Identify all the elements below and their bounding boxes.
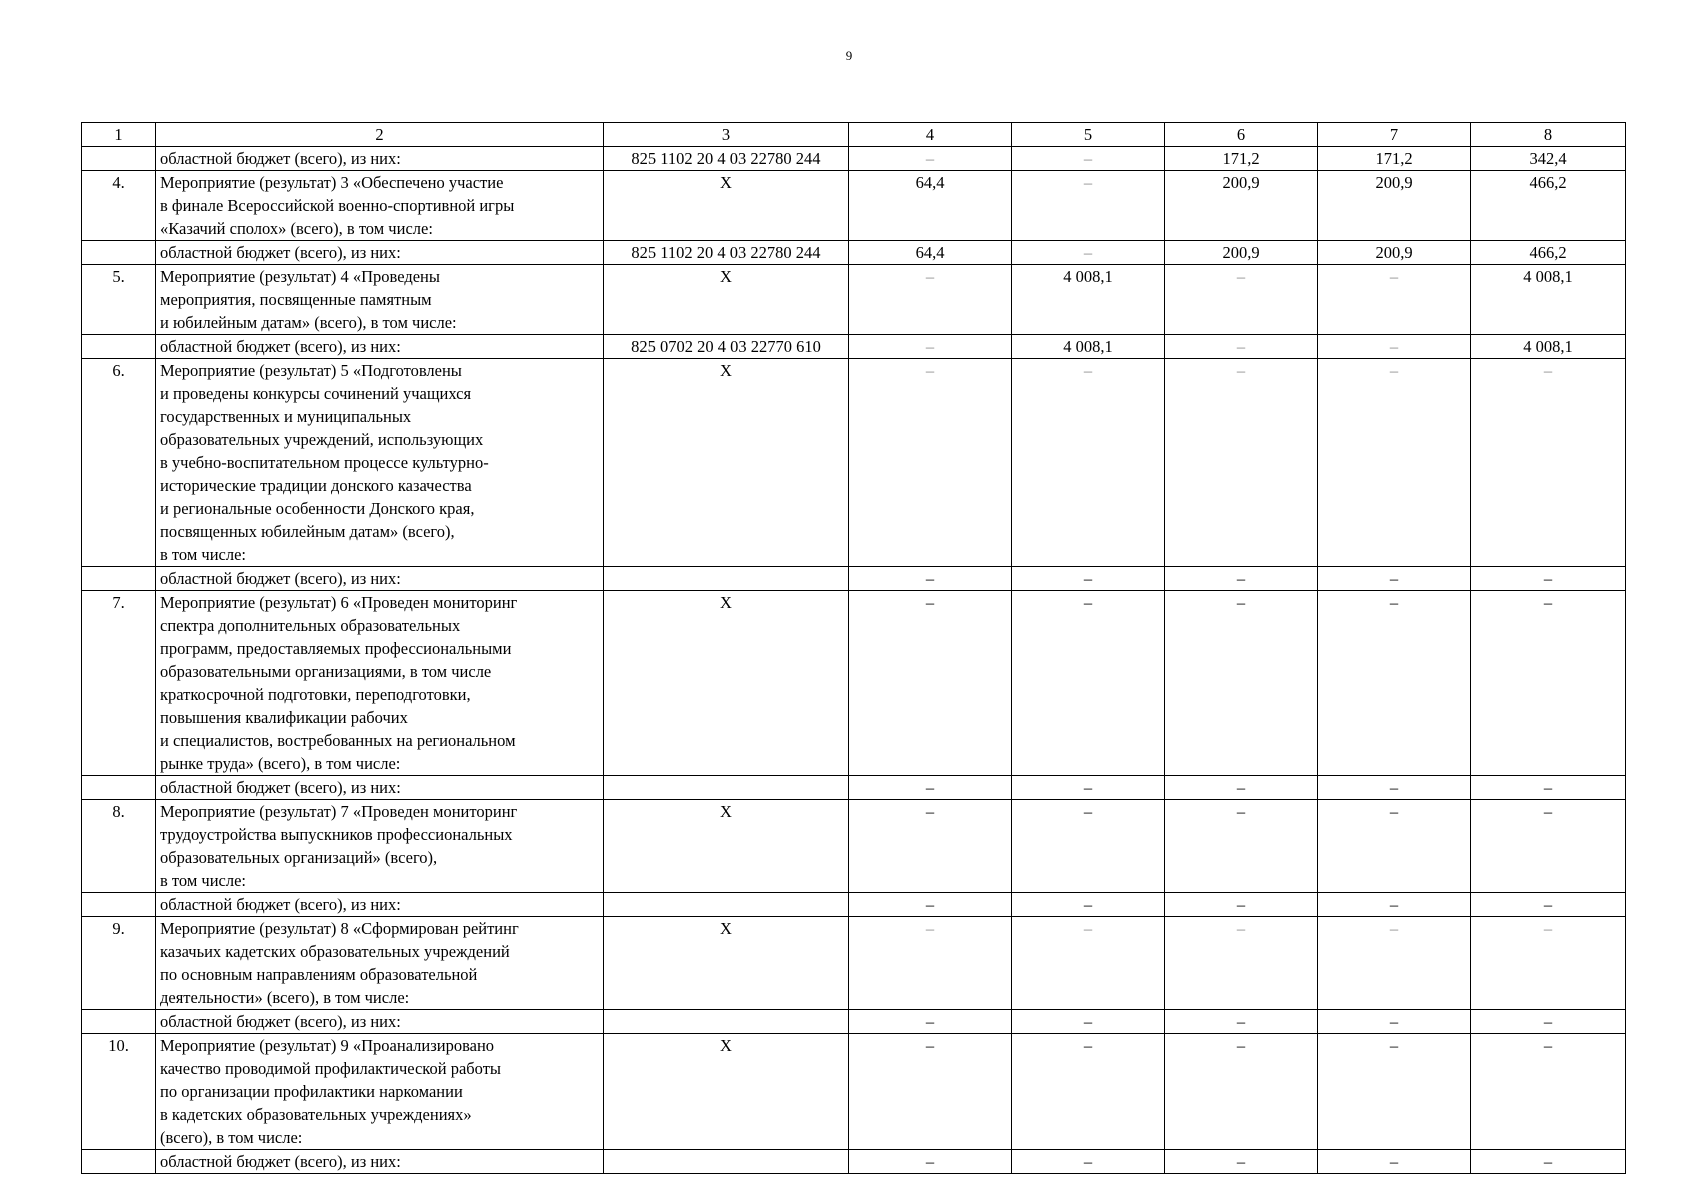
value-col-4: – xyxy=(849,800,1012,893)
value-col-7: 171,2 xyxy=(1318,147,1471,171)
budget-code xyxy=(604,1150,849,1174)
value-col-6: 171,2 xyxy=(1165,147,1318,171)
value-col-4: – xyxy=(849,265,1012,335)
budget-code xyxy=(604,776,849,800)
activity-row xyxy=(82,265,1626,335)
value-col-6: – xyxy=(1165,265,1318,335)
header-cell: 8 xyxy=(1471,123,1626,147)
value-col-6: – xyxy=(1165,893,1318,917)
value-col-4: – xyxy=(849,147,1012,171)
value-col-4: – xyxy=(849,591,1012,776)
budget-code: X xyxy=(604,800,849,893)
value-col-7: – xyxy=(1318,567,1471,591)
row-name: Мероприятие (результат) 9 «Проанализировано качество проводимой профилактической работы по организации профилактики наркомании в кадетских образовательных учреждениях» (всего), в том числе: xyxy=(156,1034,604,1150)
row-name: Мероприятие (результат) 6 «Проведен мониторинг спектра дополнительных образовательных программ, предоставляемых профессиональными образовательными организациями, в том числе краткосрочной подготовки, переподготовки, повышения квалификации рабочих и специалистов, востребованных на региональном рынке труда» (всего), в том числе: xyxy=(156,591,604,776)
value-col-8: – xyxy=(1471,567,1626,591)
budget-subrow xyxy=(82,893,1626,917)
budget-code xyxy=(604,893,849,917)
budget-table xyxy=(81,122,1626,1174)
row-number xyxy=(82,567,156,591)
budget-code: X xyxy=(604,171,849,241)
row-number xyxy=(82,1010,156,1034)
value-col-8: 4 008,1 xyxy=(1471,265,1626,335)
activity-row xyxy=(82,1034,1626,1150)
row-number: 6. xyxy=(82,359,156,567)
row-name: областной бюджет (всего), из них: xyxy=(156,1150,604,1174)
budget-code: 825 1102 20 4 03 22780 244 xyxy=(604,241,849,265)
value-col-6: – xyxy=(1165,917,1318,1010)
value-col-5: – xyxy=(1012,171,1165,241)
value-col-8: 466,2 xyxy=(1471,171,1626,241)
header-cell: 1 xyxy=(82,123,156,147)
value-col-4: 64,4 xyxy=(849,241,1012,265)
value-col-7: 200,9 xyxy=(1318,241,1471,265)
value-col-8: – xyxy=(1471,359,1626,567)
row-number xyxy=(82,241,156,265)
value-col-4: – xyxy=(849,335,1012,359)
activity-row xyxy=(82,800,1626,893)
row-number: 9. xyxy=(82,917,156,1010)
budget-code xyxy=(604,567,849,591)
row-number: 8. xyxy=(82,800,156,893)
header-cell: 6 xyxy=(1165,123,1318,147)
value-col-8: – xyxy=(1471,1150,1626,1174)
value-col-4: – xyxy=(849,1010,1012,1034)
value-col-6: – xyxy=(1165,359,1318,567)
value-col-5: – xyxy=(1012,1150,1165,1174)
row-name: областной бюджет (всего), из них: xyxy=(156,241,604,265)
header-cell: 3 xyxy=(604,123,849,147)
value-col-5: – xyxy=(1012,591,1165,776)
value-col-4: 64,4 xyxy=(849,171,1012,241)
activity-row xyxy=(82,917,1626,1010)
row-number xyxy=(82,335,156,359)
value-col-8: 4 008,1 xyxy=(1471,335,1626,359)
value-col-6: – xyxy=(1165,1034,1318,1150)
row-name: Мероприятие (результат) 8 «Сформирован рейтинг казачьих кадетских образовательных учреждений по основным направлениям образовательной деятельности» (всего), в том числе: xyxy=(156,917,604,1010)
value-col-5: 4 008,1 xyxy=(1012,265,1165,335)
value-col-7: – xyxy=(1318,776,1471,800)
value-col-4: – xyxy=(849,359,1012,567)
budget-subrow xyxy=(82,776,1626,800)
value-col-6: – xyxy=(1165,567,1318,591)
row-number: 5. xyxy=(82,265,156,335)
row-name: областной бюджет (всего), из них: xyxy=(156,335,604,359)
header-row xyxy=(82,123,1626,147)
row-number: 10. xyxy=(82,1034,156,1150)
value-col-5: – xyxy=(1012,359,1165,567)
value-col-8: – xyxy=(1471,1034,1626,1150)
table-body xyxy=(82,123,1626,1174)
row-number xyxy=(82,1150,156,1174)
budget-code xyxy=(604,1010,849,1034)
budget-code: X xyxy=(604,359,849,567)
row-name: областной бюджет (всего), из них: xyxy=(156,147,604,171)
value-col-7: 200,9 xyxy=(1318,171,1471,241)
value-col-7: – xyxy=(1318,893,1471,917)
row-name: Мероприятие (результат) 3 «Обеспечено участие в финале Всероссийской военно-спортивной игры «Казачий сполох» (всего), в том числе: xyxy=(156,171,604,241)
row-number xyxy=(82,147,156,171)
row-name: областной бюджет (всего), из них: xyxy=(156,776,604,800)
value-col-5: – xyxy=(1012,567,1165,591)
value-col-7: – xyxy=(1318,359,1471,567)
value-col-5: – xyxy=(1012,800,1165,893)
budget-subrow xyxy=(82,335,1626,359)
value-col-6: 200,9 xyxy=(1165,171,1318,241)
value-col-5: – xyxy=(1012,893,1165,917)
budget-code: X xyxy=(604,591,849,776)
value-col-8: – xyxy=(1471,917,1626,1010)
header-cell: 2 xyxy=(156,123,604,147)
value-col-7: – xyxy=(1318,265,1471,335)
value-col-8: 342,4 xyxy=(1471,147,1626,171)
value-col-5: – xyxy=(1012,241,1165,265)
budget-subrow xyxy=(82,1010,1626,1034)
row-number xyxy=(82,893,156,917)
value-col-5: – xyxy=(1012,1010,1165,1034)
budget-code: X xyxy=(604,1034,849,1150)
value-col-5: 4 008,1 xyxy=(1012,335,1165,359)
row-number: 7. xyxy=(82,591,156,776)
value-col-6: – xyxy=(1165,1010,1318,1034)
budget-subrow xyxy=(82,241,1626,265)
value-col-8: – xyxy=(1471,776,1626,800)
value-col-5: – xyxy=(1012,917,1165,1010)
row-name: Мероприятие (результат) 4 «Проведены мероприятия, посвященные памятным и юбилейным датам» (всего), в том числе: xyxy=(156,265,604,335)
value-col-8: 466,2 xyxy=(1471,241,1626,265)
value-col-6: 200,9 xyxy=(1165,241,1318,265)
value-col-6: – xyxy=(1165,335,1318,359)
header-cell: 7 xyxy=(1318,123,1471,147)
value-col-7: – xyxy=(1318,591,1471,776)
value-col-7: – xyxy=(1318,1034,1471,1150)
activity-row xyxy=(82,359,1626,567)
value-col-7: – xyxy=(1318,335,1471,359)
budget-subrow xyxy=(82,147,1626,171)
value-col-4: – xyxy=(849,1150,1012,1174)
value-col-8: – xyxy=(1471,591,1626,776)
row-name: Мероприятие (результат) 5 «Подготовлены и проведены конкурсы сочинений учащихся государственных и муниципальных образовательных учреждений, использующих в учебно-воспитательном процессе культурно- исторические традиции донского казачества и региональные особенности Донского края, посвященных юбилейным датам» (всего), в том числе: xyxy=(156,359,604,567)
budget-subrow xyxy=(82,567,1626,591)
value-col-4: – xyxy=(849,567,1012,591)
row-name: Мероприятие (результат) 7 «Проведен мониторинг трудоустройства выпускников профессиональных образовательных организаций» (всего), в том числе: xyxy=(156,800,604,893)
value-col-6: – xyxy=(1165,591,1318,776)
budget-code: 825 0702 20 4 03 22770 610 xyxy=(604,335,849,359)
value-col-4: – xyxy=(849,917,1012,1010)
value-col-4: – xyxy=(849,893,1012,917)
value-col-6: – xyxy=(1165,1150,1318,1174)
value-col-5: – xyxy=(1012,776,1165,800)
value-col-8: – xyxy=(1471,1010,1626,1034)
value-col-4: – xyxy=(849,776,1012,800)
value-col-5: – xyxy=(1012,1034,1165,1150)
value-col-6: – xyxy=(1165,800,1318,893)
row-number xyxy=(82,776,156,800)
value-col-6: – xyxy=(1165,776,1318,800)
activity-row xyxy=(82,591,1626,776)
header-cell: 5 xyxy=(1012,123,1165,147)
budget-code: X xyxy=(604,265,849,335)
activity-row xyxy=(82,171,1626,241)
budget-subrow xyxy=(82,1150,1626,1174)
value-col-7: – xyxy=(1318,1150,1471,1174)
header-cell: 4 xyxy=(849,123,1012,147)
value-col-7: – xyxy=(1318,917,1471,1010)
page-number: 9 xyxy=(845,48,853,63)
value-col-8: – xyxy=(1471,800,1626,893)
budget-code: 825 1102 20 4 03 22780 244 xyxy=(604,147,849,171)
row-name: областной бюджет (всего), из них: xyxy=(156,1010,604,1034)
row-number: 4. xyxy=(82,171,156,241)
row-name: областной бюджет (всего), из них: xyxy=(156,893,604,917)
row-name: областной бюджет (всего), из них: xyxy=(156,567,604,591)
value-col-8: – xyxy=(1471,893,1626,917)
budget-code: X xyxy=(604,917,849,1010)
value-col-5: – xyxy=(1012,147,1165,171)
value-col-7: – xyxy=(1318,1010,1471,1034)
value-col-4: – xyxy=(849,1034,1012,1150)
value-col-7: – xyxy=(1318,800,1471,893)
